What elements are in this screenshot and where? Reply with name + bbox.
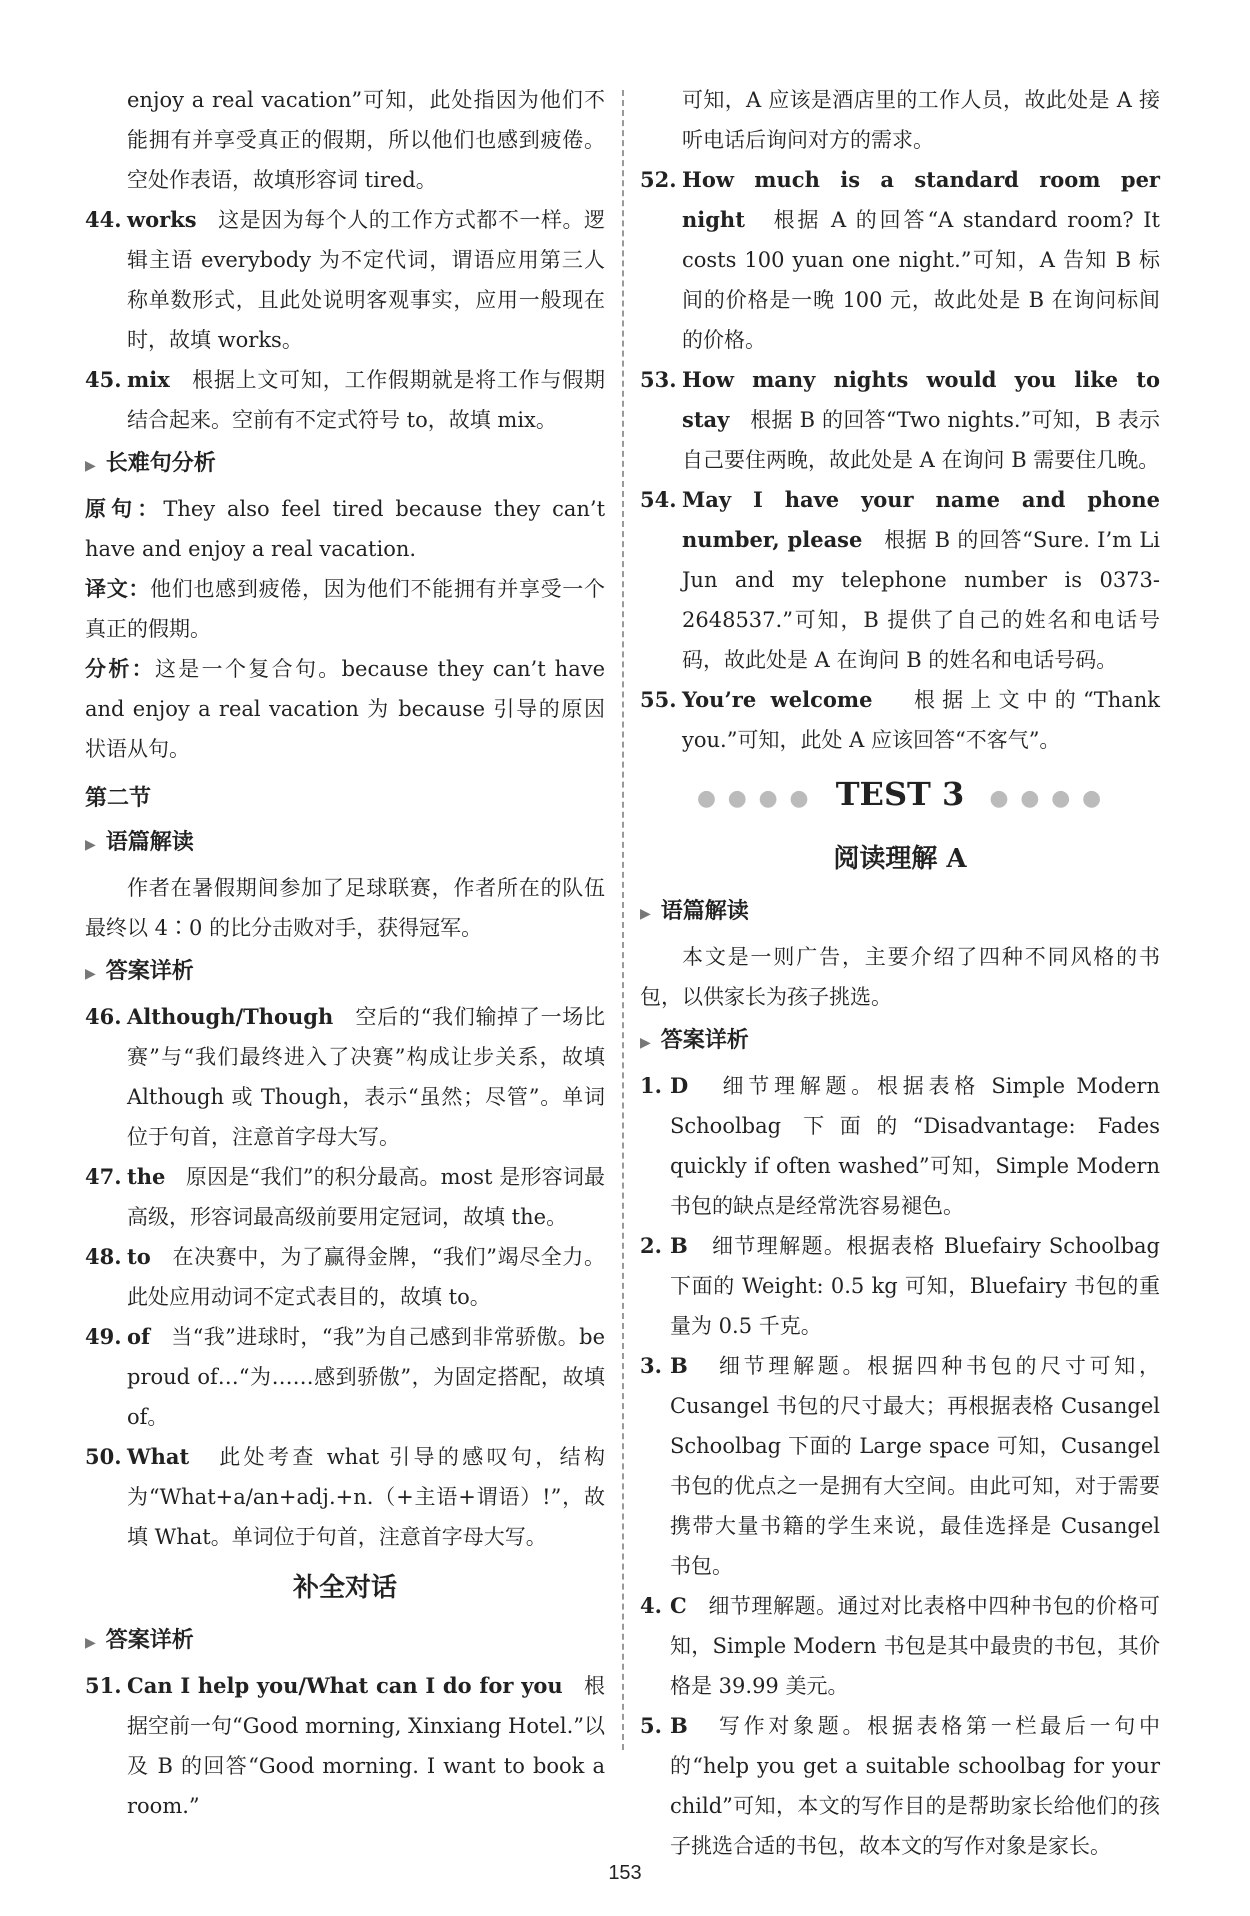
answer-item-51: 51. Can I help you/What can I do for you 根据空前一句“Good morning, Xinxiang Hotel.”以及 B 的回答“Good morning. I want to book a room.”	[85, 1673, 605, 1818]
passage-summary: 作者在暑假期间参加了足球联赛，作者所在的队伍最终以 4∶0 的比分击败对手，获得冠军。	[85, 876, 605, 940]
right-column	[640, 80, 1160, 1866]
answers-heading-2: ▶ 答案详析	[85, 1627, 194, 1653]
triangle-arrow-icon: ▶	[85, 966, 96, 982]
section-2-title: 第二节	[85, 785, 152, 811]
test-title: ● ● ● ● TEST 3 ● ● ● ●	[696, 775, 1104, 813]
item-text: 根据上文可知，工作假期就是将工作与假期结合起来。空前有不定式符号 to，故填 mix。	[127, 368, 606, 432]
answer-item-1: 1. D 细节理解题。根据表格 Simple Modern Schoolbag 下面的“Disadvantage: Fades quickly if often washed”可知，Simple Modern 书包的缺点是经常洗容易褪色。	[640, 1073, 1160, 1218]
page-number: 153	[608, 1862, 642, 1884]
answer-item-5: 5. B 写作对象题。根据表格第一栏最后一句中的“help you get a suitable schoolbag for your child”可知，本文的写作目的是帮助家长给他们的孩子挑选合适的书包，故本文的写作对象是家长。	[640, 1713, 1161, 1858]
translation: 译文：他们也感到疲倦，因为他们不能拥有并享受一个真正的假期。	[85, 576, 606, 641]
answers-heading: ▶ 答案详析	[85, 958, 194, 984]
item-number: 45.	[85, 367, 122, 392]
passage-heading: ▶ 语篇解读	[85, 829, 194, 855]
triangle-arrow-icon: ▶	[85, 1635, 96, 1651]
answer-item-3: 3. B 细节理解题。根据四种书包的尺寸可知，Cusangel 书包的尺寸最大；再根据表格 Cusangel Schoolbag 下面的 Large space 可知，Cusangel 书包的优点之一是拥有大空间。由此可知，对于需要携带大量书籍的学生来说，最佳选择是 Cusangel 书包。	[640, 1353, 1161, 1578]
left-column	[85, 80, 605, 1826]
dot-ornament-icon: ● ● ● ●	[696, 785, 811, 811]
triangle-arrow-icon: ▶	[85, 458, 96, 474]
answer-item-55: 55. You’re welcome 根据上文中的“Thank you.”可知，此处 A 应该回答“不客气”。	[640, 687, 1161, 752]
dialogue-title: 补全对话	[292, 1573, 397, 1603]
long-sentence-heading: ▶ 长难句分析	[85, 450, 216, 476]
answer-item-46: 46. Although/Though 空后的“我们输掉了一场比赛”与“我们最终进入了决赛”构成让步关系，故填 Although 或 Though，表示“虽然；尽管”。单词位于句首，注意首字母大写。	[85, 1004, 605, 1149]
answer-item-49: 49. of 当“我”进球时，“我”为自己感到非常骄傲。be proud of…“为……感到骄傲”，为固定搭配，故填 of。	[85, 1324, 606, 1429]
answers-heading-right: ▶ 答案详析	[640, 1027, 749, 1053]
triangle-arrow-icon: ▶	[640, 1035, 651, 1051]
answer-item-53: 53. How many nights would you like to stay 根据 B 的回答“Two nights.”可知，B 表示自己要住两晚，故此处是 A 在询问 B 需要住几晚。	[640, 367, 1160, 472]
answer-item-44	[85, 200, 605, 360]
answer-item-4: 4. C 细节理解题。通过对比表格中四种书包的价格可知，Simple Modern 书包是其中最贵的书包，其价格是 39.99 美元。	[640, 1593, 1160, 1698]
item-answer: mix	[127, 367, 170, 392]
intro-paragraph: enjoy a real vacation”可知，此处指因为他们不能拥有并享受真正的假期，所以他们也感到疲倦。空处作表语，故填形容词 tired。	[127, 88, 605, 192]
answer-item-2: 2. B 细节理解题。根据表格 Bluefairy Schoolbag 下面的 Weight: 0.5 kg 可知，Bluefairy 书包的重量为 0.5 千克。	[640, 1233, 1160, 1338]
analysis: 分析：这是一个复合句。because they can’t have and enjoy a real vacation 为 because 引导的原因状语从句。	[85, 656, 606, 761]
answer-item-48: 48. to 在决赛中，为了赢得金牌，“我们”竭尽全力。此处应用动词不定式表目的，故填 to。	[85, 1244, 605, 1309]
reading-title: 阅读理解 A	[833, 844, 967, 874]
item-text: 这是因为每个人的工作方式都不一样。逻辑主语 everybody 为不定代词，谓语应用第三人称单数形式，且此处说明客观事实，应用一般现在时，故填 works。	[127, 208, 605, 352]
passage-heading-right: ▶ 语篇解读	[640, 898, 749, 924]
column-divider	[622, 90, 624, 1750]
answer-item-45	[85, 360, 605, 440]
answer-item-50: 50. What 此处考查 what 引导的感叹句，结构为“What+a/an+adj.+n.（+主语+谓语）!”，故填 What。单词位于句首，注意首字母大写。	[85, 1444, 606, 1549]
answer-item-52: 52. How much is a standard room per night 根据 A 的回答“A standard room? It costs 100 yuan one night.”可知，A 告知 B 标间的价格是一晚 100 元，故此处是 B 在询问标间的价格。	[640, 167, 1160, 352]
triangle-arrow-icon: ▶	[640, 906, 651, 922]
answer-item-47: 47. the 原因是“我们”的积分最高。most 是形容词最高级，形容词最高级前要用定冠词，故填 the。	[85, 1164, 605, 1229]
item-answer: works	[127, 207, 197, 232]
dot-ornament-icon: ● ● ● ●	[989, 785, 1104, 811]
passage-summary-right: 本文是一则广告，主要介绍了四种不同风格的书包，以供家长为孩子挑选。	[640, 945, 1160, 1009]
continued-paragraph: 可知，A 应该是酒店里的工作人员，故此处是 A 接听电话后询问对方的需求。	[682, 88, 1160, 152]
original-sentence: 原句：They also feel tired because they can’t have and enjoy a real vacation.	[85, 496, 606, 561]
triangle-arrow-icon: ▶	[85, 837, 96, 853]
item-number: 44.	[85, 207, 122, 232]
answer-item-54: 54. May I have your name and phone number, please 根据 B 的回答“Sure. I’m Li Jun and my telephone number is 0373-2648537.”可知，B 提供了自己的姓名和电话号码，故此处是 A 在询问 B 的姓名和电话号码。	[640, 487, 1160, 672]
